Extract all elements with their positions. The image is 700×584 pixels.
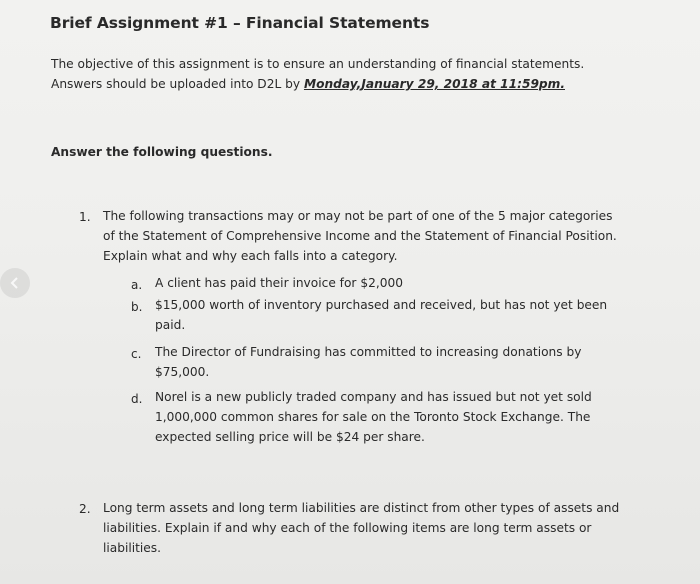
question-2-number: 2.: [79, 502, 91, 516]
item-c-text: [155, 342, 581, 382]
item-c-line: $75,000.: [155, 365, 210, 379]
question-1-line: of the Statement of Comprehensive Income and the Statement of Financial Position.: [103, 229, 617, 243]
item-d-line: Norel is a new publicly traded company and has issued but not yet sold: [155, 390, 592, 404]
item-a-line: A client has paid their invoice for $2,000: [155, 276, 403, 290]
item-c-line: The Director of Fundraising has committed to increasing donations by: [155, 345, 582, 359]
item-c-letter: c.: [131, 347, 142, 361]
item-a-text: [155, 273, 403, 293]
question-1-text: [103, 206, 617, 266]
item-b-text: [155, 295, 607, 335]
item-d-line: 1,000,000 common shares for sale on the Toronto Stock Exchange. The: [155, 410, 591, 424]
objective-paragraph: [51, 54, 671, 94]
assignment-title: Brief Assignment #1 – Financial Statements: [50, 14, 430, 32]
objective-line-2-prefix: Answers should be uploaded into D2L by: [51, 77, 304, 91]
question-2-line: Long term assets and long term liabilities are distinct from other types of assets and: [103, 501, 620, 515]
previous-page-button[interactable]: [0, 268, 30, 298]
question-2-line: liabilities.: [103, 541, 162, 555]
objective-line-1: The objective of this assignment is to ensure an understanding of financial statements.: [51, 57, 585, 71]
item-a-letter: a.: [131, 278, 143, 292]
instruction-heading: Answer the following questions.: [51, 145, 273, 159]
question-1-line: Explain what and why each falls into a category.: [103, 249, 398, 263]
item-d-line: expected selling price will be $24 per share.: [155, 430, 425, 444]
question-2-line: liabilities. Explain if and why each of the following items are long term assets or: [103, 521, 592, 535]
item-b-line: paid.: [155, 318, 186, 332]
deadline-text: Monday,January 29, 2018 at 11:59pm.: [303, 77, 565, 91]
item-d-letter: d.: [131, 392, 143, 406]
objective-line-2: [51, 74, 671, 94]
question-1-line: The following transactions may or may not be part of one of the 5 major categories: [103, 209, 613, 223]
item-b-letter: b.: [131, 300, 143, 314]
question-1-number: 1.: [79, 210, 91, 224]
chevron-left-icon: [8, 276, 22, 290]
item-b-line: $15,000 worth of inventory purchased and received, but has not yet been: [155, 298, 608, 312]
question-2-text: [103, 498, 619, 558]
item-d-text: [155, 387, 592, 447]
